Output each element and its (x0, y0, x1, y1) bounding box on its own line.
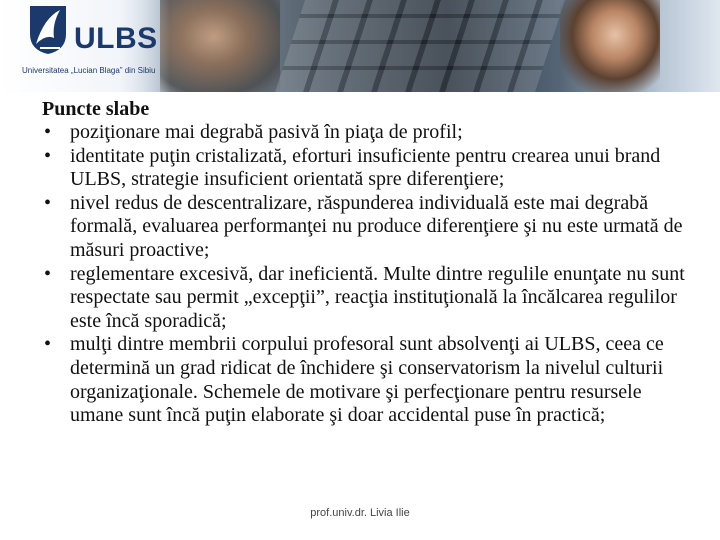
bullet-icon: • (44, 121, 52, 143)
bullet-icon: • (44, 262, 52, 285)
list-item (42, 121, 692, 145)
bullet-icon: • (44, 191, 52, 214)
logo-text: ULBS (74, 22, 158, 55)
logo-area (0, 0, 170, 92)
bullet-icon: • (44, 333, 52, 356)
list-item (42, 145, 692, 192)
banner-photo-woman (560, 0, 660, 92)
list-item-text: nivel redus de descentralizare, răspunderea individuală este mai degrabă formală, evaluarea performanţei nu produce diferenţiere şi nu este urmată de măsuri proactive; (70, 191, 683, 261)
list-item (42, 263, 692, 334)
list-item-text: mulţi dintre membrii corpului profesoral sunt absolvenţi ai ULBS, ceea ce determină un grad ridicat de închidere şi conservatorism la nivelul culturii organizaţionale. Schemele de motivare şi perfecţionare pentru resursele umane sunt încă puţin elaborate şi doar accidental puse în practică; (70, 333, 664, 427)
header-banner (0, 0, 720, 92)
logo-subtitle: Universitatea „Lucian Blaga” din Sibiu (22, 66, 156, 75)
list-item (42, 192, 692, 263)
list-item-text: identitate puţin cristalizată, eforturi insuficiente pentru crearea unui brand ULBS, strategie insuficient orientată spre diferenţiere; (70, 144, 661, 191)
university-emblem-icon (26, 4, 70, 56)
bullet-icon: • (44, 144, 52, 167)
footer-author: prof.univ.dr. Livia Ilie (310, 507, 410, 519)
weaknesses-list (42, 121, 692, 428)
list-item (42, 333, 692, 427)
banner-photo-students (160, 0, 280, 92)
list-item-text: poziţionare mai degrabă pasivă în piaţa de profil; (70, 121, 463, 143)
slide-content (42, 97, 692, 428)
list-item-text: reglementare excesivă, dar ineficientă. Multe dintre regulile enunţate nu sunt respectate sau permit „excepţii”, reacţia instituţională la încălcarea regulilor este încă sporadică; (70, 262, 685, 332)
slide-heading: Puncte slabe (42, 98, 150, 120)
banner-keyboard-image (275, 0, 565, 92)
